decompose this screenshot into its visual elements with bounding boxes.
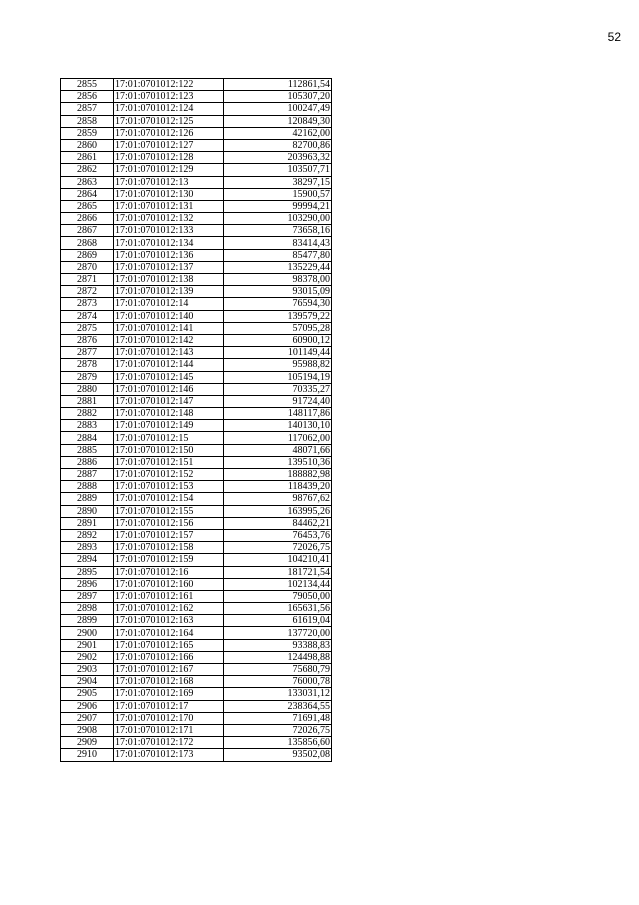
table-row (61, 578, 332, 590)
table-row (61, 395, 332, 407)
cadastral-number: 17:01:0701012:148 (114, 408, 224, 420)
table-row (61, 603, 332, 615)
cadastral-number: 17:01:0701012:126 (114, 127, 224, 139)
cadastral-value: 82700,86 (224, 139, 332, 151)
table-row (61, 213, 332, 225)
table-row (61, 383, 332, 395)
cadastral-value: 70335,27 (224, 383, 332, 395)
table-row (61, 200, 332, 212)
table-row (61, 615, 332, 627)
cadastral-number: 17:01:0701012:156 (114, 517, 224, 529)
cadastral-number: 17:01:0701012:165 (114, 639, 224, 651)
cadastral-number: 17:01:0701012:147 (114, 395, 224, 407)
table-row (61, 688, 332, 700)
cadastral-value: 139510,36 (224, 456, 332, 468)
cadastral-value: 60900,12 (224, 334, 332, 346)
table-row (61, 91, 332, 103)
cadastral-number: 17:01:0701012:173 (114, 749, 224, 761)
table-row (61, 79, 332, 91)
cadastral-number: 17:01:0701012:137 (114, 261, 224, 273)
cadastral-number: 17:01:0701012:154 (114, 493, 224, 505)
table-row (61, 676, 332, 688)
cadastral-value: 117062,00 (224, 432, 332, 444)
cadastral-number: 17:01:0701012:143 (114, 347, 224, 359)
table-row (61, 176, 332, 188)
cadastral-value: 165631,56 (224, 603, 332, 615)
cadastral-value: 42162,00 (224, 127, 332, 139)
cadastral-value: 84462,21 (224, 517, 332, 529)
cadastral-value: 140130,10 (224, 420, 332, 432)
cadastral-value: 118439,20 (224, 481, 332, 493)
cadastral-value: 72026,75 (224, 542, 332, 554)
row-number: 2865 (61, 200, 114, 212)
table-row (61, 469, 332, 481)
row-number: 2895 (61, 566, 114, 578)
cadastral-number: 17:01:0701012:127 (114, 139, 224, 151)
cadastral-value: 61619,04 (224, 615, 332, 627)
cadastral-number: 17:01:0701012:13 (114, 176, 224, 188)
table-row (61, 334, 332, 346)
row-number: 2860 (61, 139, 114, 151)
table-row (61, 103, 332, 115)
cadastral-number: 17:01:0701012:151 (114, 456, 224, 468)
row-number: 2872 (61, 286, 114, 298)
cadastral-number: 17:01:0701012:144 (114, 359, 224, 371)
row-number: 2907 (61, 712, 114, 724)
cadastral-number: 17:01:0701012:155 (114, 505, 224, 517)
cadastral-value: 137720,00 (224, 627, 332, 639)
row-number: 2887 (61, 469, 114, 481)
cadastral-number: 17:01:0701012:138 (114, 274, 224, 286)
cadastral-value-table (60, 78, 332, 762)
row-number: 2858 (61, 115, 114, 127)
table-row (61, 371, 332, 383)
cadastral-value: 124498,88 (224, 651, 332, 663)
table-row (61, 188, 332, 200)
row-number: 2868 (61, 237, 114, 249)
cadastral-number: 17:01:0701012:169 (114, 688, 224, 700)
cadastral-number: 17:01:0701012:17 (114, 700, 224, 712)
row-number: 2871 (61, 274, 114, 286)
table-row (61, 347, 332, 359)
cadastral-number: 17:01:0701012:167 (114, 664, 224, 676)
row-number: 2861 (61, 152, 114, 164)
row-number: 2888 (61, 481, 114, 493)
row-number: 2856 (61, 91, 114, 103)
row-number: 2873 (61, 298, 114, 310)
cadastral-number: 17:01:0701012:172 (114, 737, 224, 749)
cadastral-value: 15900,57 (224, 188, 332, 200)
cadastral-number: 17:01:0701012:16 (114, 566, 224, 578)
cadastral-value: 120849,30 (224, 115, 332, 127)
cadastral-value: 188882,98 (224, 469, 332, 481)
cadastral-value: 135229,44 (224, 261, 332, 273)
cadastral-value: 181721,54 (224, 566, 332, 578)
cadastral-value: 238364,55 (224, 700, 332, 712)
row-number: 2906 (61, 700, 114, 712)
cadastral-number: 17:01:0701012:166 (114, 651, 224, 663)
row-number: 2908 (61, 724, 114, 736)
cadastral-value: 71691,48 (224, 712, 332, 724)
cadastral-number: 17:01:0701012:164 (114, 627, 224, 639)
row-number: 2904 (61, 676, 114, 688)
cadastral-value: 139579,22 (224, 310, 332, 322)
table-body (61, 79, 332, 762)
table-row (61, 664, 332, 676)
table-row (61, 700, 332, 712)
row-number: 2905 (61, 688, 114, 700)
cadastral-value: 135856,60 (224, 737, 332, 749)
cadastral-number: 17:01:0701012:158 (114, 542, 224, 554)
row-number: 2883 (61, 420, 114, 432)
cadastral-value: 48071,66 (224, 444, 332, 456)
cadastral-value: 93015,09 (224, 286, 332, 298)
row-number: 2882 (61, 408, 114, 420)
cadastral-value: 98767,62 (224, 493, 332, 505)
cadastral-number: 17:01:0701012:170 (114, 712, 224, 724)
table-row (61, 261, 332, 273)
row-number: 2885 (61, 444, 114, 456)
row-number: 2862 (61, 164, 114, 176)
row-number: 2864 (61, 188, 114, 200)
table-row (61, 359, 332, 371)
row-number: 2859 (61, 127, 114, 139)
table-row (61, 712, 332, 724)
table-row (61, 639, 332, 651)
cadastral-number: 17:01:0701012:132 (114, 213, 224, 225)
table-row (61, 432, 332, 444)
cadastral-number: 17:01:0701012:142 (114, 334, 224, 346)
page-number: 52 (607, 30, 621, 44)
table-row (61, 554, 332, 566)
row-number: 2890 (61, 505, 114, 517)
table-row (61, 481, 332, 493)
cadastral-value: 98378,00 (224, 274, 332, 286)
cadastral-value: 79050,00 (224, 590, 332, 602)
table-row (61, 225, 332, 237)
cadastral-number: 17:01:0701012:159 (114, 554, 224, 566)
row-number: 2857 (61, 103, 114, 115)
table-row (61, 724, 332, 736)
table-row (61, 444, 332, 456)
cadastral-value: 99994,21 (224, 200, 332, 212)
cadastral-value: 101149,44 (224, 347, 332, 359)
cadastral-number: 17:01:0701012:15 (114, 432, 224, 444)
cadastral-number: 17:01:0701012:125 (114, 115, 224, 127)
cadastral-value: 103290,00 (224, 213, 332, 225)
cadastral-value: 76000,78 (224, 676, 332, 688)
cadastral-number: 17:01:0701012:163 (114, 615, 224, 627)
table-row (61, 310, 332, 322)
table-row (61, 274, 332, 286)
row-number: 2900 (61, 627, 114, 639)
cadastral-value: 38297,15 (224, 176, 332, 188)
cadastral-number: 17:01:0701012:157 (114, 529, 224, 541)
row-number: 2902 (61, 651, 114, 663)
cadastral-value: 83414,43 (224, 237, 332, 249)
table-row (61, 737, 332, 749)
cadastral-number: 17:01:0701012:168 (114, 676, 224, 688)
cadastral-number: 17:01:0701012:129 (114, 164, 224, 176)
row-number: 2897 (61, 590, 114, 602)
cadastral-number: 17:01:0701012:14 (114, 298, 224, 310)
row-number: 2879 (61, 371, 114, 383)
cadastral-value: 76594,30 (224, 298, 332, 310)
table-row (61, 542, 332, 554)
cadastral-number: 17:01:0701012:160 (114, 578, 224, 590)
table-row (61, 505, 332, 517)
cadastral-number: 17:01:0701012:133 (114, 225, 224, 237)
row-number: 2899 (61, 615, 114, 627)
table-row (61, 749, 332, 761)
table-row (61, 590, 332, 602)
row-number: 2901 (61, 639, 114, 651)
row-number: 2910 (61, 749, 114, 761)
cadastral-value: 93388,83 (224, 639, 332, 651)
cadastral-value: 112861,54 (224, 79, 332, 91)
cadastral-value: 76453,76 (224, 529, 332, 541)
cadastral-number: 17:01:0701012:139 (114, 286, 224, 298)
cadastral-value: 104210,41 (224, 554, 332, 566)
row-number: 2892 (61, 529, 114, 541)
cadastral-number: 17:01:0701012:140 (114, 310, 224, 322)
cadastral-value: 105307,20 (224, 91, 332, 103)
row-number: 2884 (61, 432, 114, 444)
table-row (61, 517, 332, 529)
table-row (61, 627, 332, 639)
cadastral-number: 17:01:0701012:130 (114, 188, 224, 200)
cadastral-number: 17:01:0701012:124 (114, 103, 224, 115)
cadastral-number: 17:01:0701012:131 (114, 200, 224, 212)
row-number: 2867 (61, 225, 114, 237)
cadastral-number: 17:01:0701012:150 (114, 444, 224, 456)
row-number: 2870 (61, 261, 114, 273)
table-row (61, 456, 332, 468)
cadastral-value: 203963,32 (224, 152, 332, 164)
cadastral-number: 17:01:0701012:141 (114, 322, 224, 334)
cadastral-value: 57095,28 (224, 322, 332, 334)
table-row (61, 322, 332, 334)
cadastral-number: 17:01:0701012:171 (114, 724, 224, 736)
row-number: 2866 (61, 213, 114, 225)
table-row (61, 566, 332, 578)
cadastral-number: 17:01:0701012:136 (114, 249, 224, 261)
table-row (61, 127, 332, 139)
row-number: 2869 (61, 249, 114, 261)
row-number: 2891 (61, 517, 114, 529)
row-number: 2880 (61, 383, 114, 395)
cadastral-value: 72026,75 (224, 724, 332, 736)
cadastral-value: 91724,40 (224, 395, 332, 407)
row-number: 2878 (61, 359, 114, 371)
row-number: 2881 (61, 395, 114, 407)
row-number: 2894 (61, 554, 114, 566)
cadastral-number: 17:01:0701012:149 (114, 420, 224, 432)
row-number: 2877 (61, 347, 114, 359)
row-number: 2898 (61, 603, 114, 615)
cadastral-number: 17:01:0701012:128 (114, 152, 224, 164)
cadastral-number: 17:01:0701012:122 (114, 79, 224, 91)
table-row (61, 493, 332, 505)
table-row (61, 249, 332, 261)
cadastral-value: 103507,71 (224, 164, 332, 176)
cadastral-value: 148117,86 (224, 408, 332, 420)
row-number: 2896 (61, 578, 114, 590)
cadastral-value: 95988,82 (224, 359, 332, 371)
row-number: 2893 (61, 542, 114, 554)
cadastral-value: 85477,80 (224, 249, 332, 261)
cadastral-value: 93502,08 (224, 749, 332, 761)
row-number: 2855 (61, 79, 114, 91)
row-number: 2889 (61, 493, 114, 505)
row-number: 2903 (61, 664, 114, 676)
table-row (61, 237, 332, 249)
table-row (61, 164, 332, 176)
row-number: 2909 (61, 737, 114, 749)
cadastral-value: 102134,44 (224, 578, 332, 590)
table-row (61, 286, 332, 298)
row-number: 2886 (61, 456, 114, 468)
row-number: 2875 (61, 322, 114, 334)
cadastral-number: 17:01:0701012:146 (114, 383, 224, 395)
cadastral-number: 17:01:0701012:152 (114, 469, 224, 481)
cadastral-value: 73658,16 (224, 225, 332, 237)
cadastral-number: 17:01:0701012:134 (114, 237, 224, 249)
cadastral-value: 133031,12 (224, 688, 332, 700)
table-row (61, 408, 332, 420)
table-row (61, 298, 332, 310)
table-row (61, 152, 332, 164)
cadastral-number: 17:01:0701012:145 (114, 371, 224, 383)
table-row (61, 420, 332, 432)
table-row (61, 139, 332, 151)
table-row (61, 115, 332, 127)
cadastral-value: 75680,79 (224, 664, 332, 676)
row-number: 2863 (61, 176, 114, 188)
cadastral-value: 100247,49 (224, 103, 332, 115)
cadastral-number: 17:01:0701012:161 (114, 590, 224, 602)
row-number: 2874 (61, 310, 114, 322)
cadastral-number: 17:01:0701012:123 (114, 91, 224, 103)
table-row (61, 529, 332, 541)
cadastral-number: 17:01:0701012:153 (114, 481, 224, 493)
cadastral-value: 105194,19 (224, 371, 332, 383)
table-row (61, 651, 332, 663)
cadastral-number: 17:01:0701012:162 (114, 603, 224, 615)
row-number: 2876 (61, 334, 114, 346)
cadastral-value: 163995,26 (224, 505, 332, 517)
